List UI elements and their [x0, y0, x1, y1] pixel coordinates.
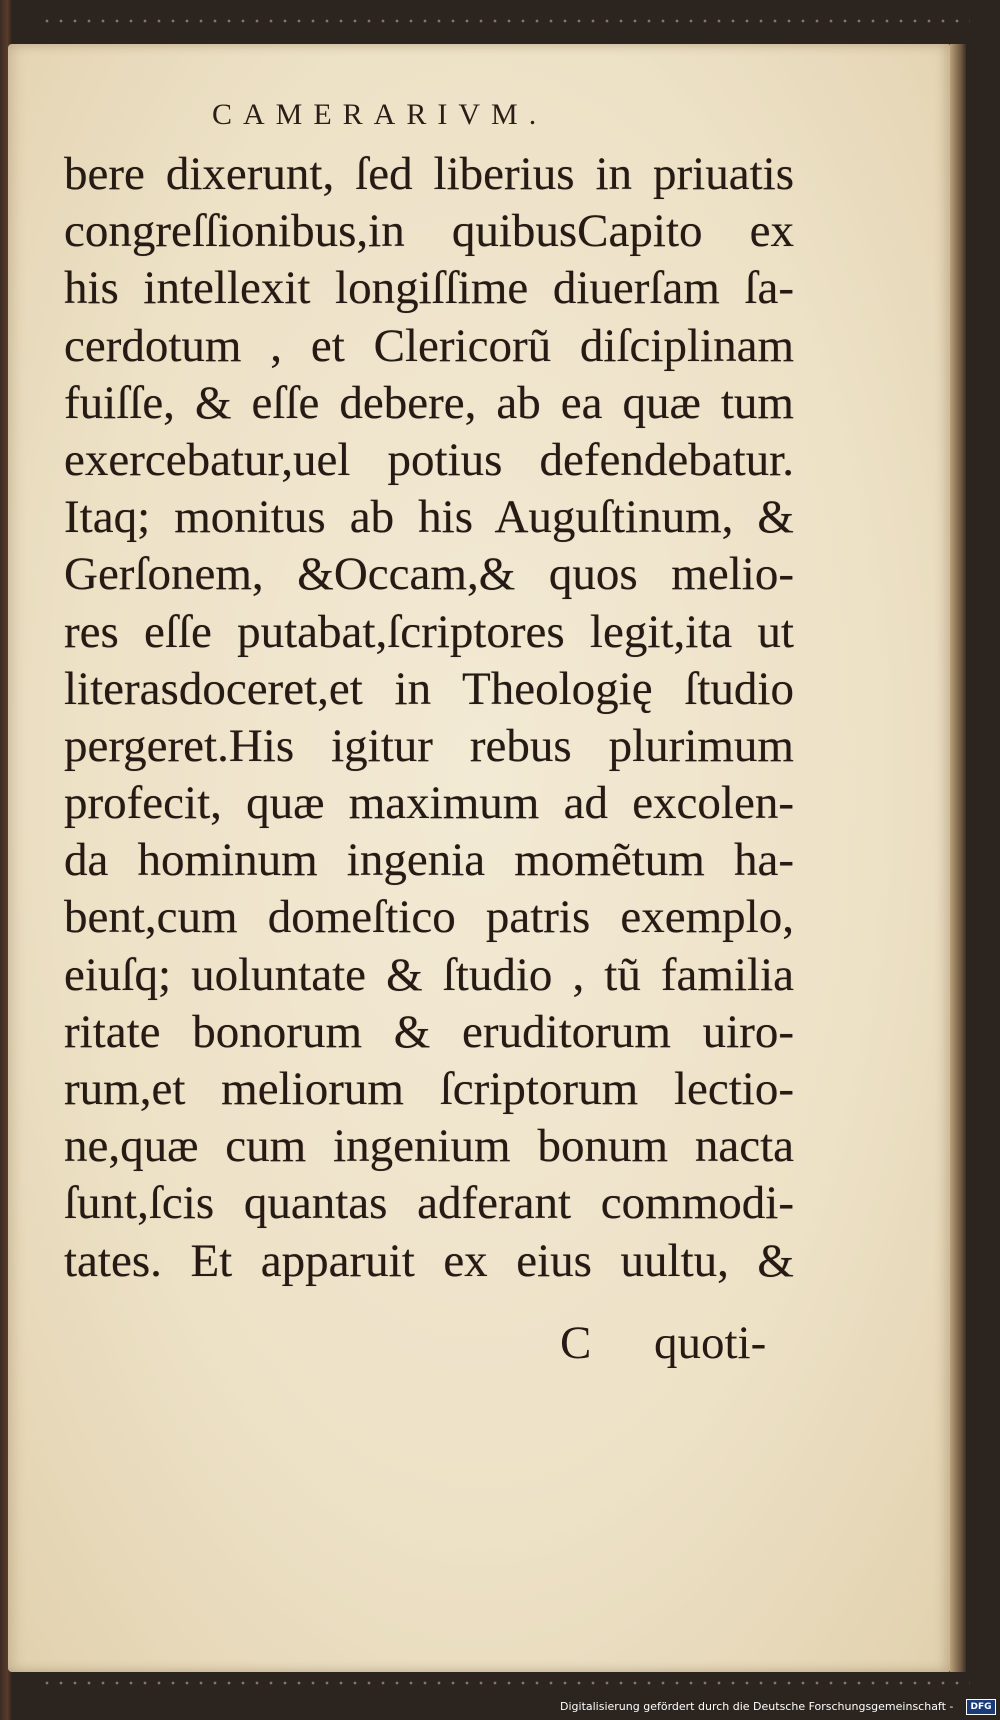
page-footer: [64, 1316, 794, 1376]
text-line: ritate bonorum & eruditorum uiro-: [64, 1005, 794, 1058]
text-line: eiuſq; uoluntate & ſtudio , tũ familia: [64, 948, 794, 1001]
digitization-credit: Digitalisierung gefördert durch die Deutsche Forschungsgemeinschaft -: [560, 1700, 954, 1713]
text-line: res eſſe putabat,ſcriptores legit,ita ut: [64, 605, 794, 658]
text-line: exercebatur,uel potius defendebatur.: [64, 433, 794, 486]
bottom-edge-perforation: [40, 1680, 970, 1686]
text-line: his intellexit longiſſime diuerſam ſa-: [64, 262, 794, 315]
text-line: literasdoceret,et in Theologię ſtudio: [64, 662, 794, 715]
top-edge-perforation: [40, 18, 970, 24]
text-line: da hominum ingenia momẽtum ha-: [64, 834, 794, 887]
catchword: quoti-: [654, 1317, 767, 1369]
text-line: Itaq; monitus ab his Auguſtinum, &: [64, 491, 794, 544]
text-line: tates. Et apparuit ex eius uultu, &: [64, 1234, 794, 1287]
text-line: rum,et meliorum ſcriptorum lectio-: [64, 1063, 794, 1115]
body-text: [64, 146, 794, 1290]
text-line: Gerſonem, &Occam,& quos melio-: [64, 548, 794, 601]
running-head: CAMERARIVM.: [212, 98, 548, 131]
text-line: bere dixerunt, ſed liberius in priuatis: [64, 148, 794, 200]
text-line: ne,quæ cum ingenium bonum nacta: [64, 1120, 794, 1173]
text-line: fuiſſe, & eſſe debere, ab ea quæ tum: [64, 376, 794, 429]
signature-mark: C: [560, 1317, 592, 1369]
page-fore-edge: [950, 44, 966, 1672]
text-line: bent,cum domeſtico patris exemplo,: [64, 891, 794, 944]
text-line: congreſſionibus,in quibusCapito ex: [64, 205, 794, 258]
text-line: cerdotum , et Clericorũ diſciplinam: [64, 319, 794, 372]
text-line: ſunt,ſcis quantas adferant commodi-: [64, 1177, 794, 1230]
text-line: profecit, quæ maximum ad excolen-: [64, 777, 794, 830]
dfg-logo: DFG: [966, 1699, 996, 1715]
text-line: pergeret.His igitur rebus plurimum: [64, 719, 794, 772]
